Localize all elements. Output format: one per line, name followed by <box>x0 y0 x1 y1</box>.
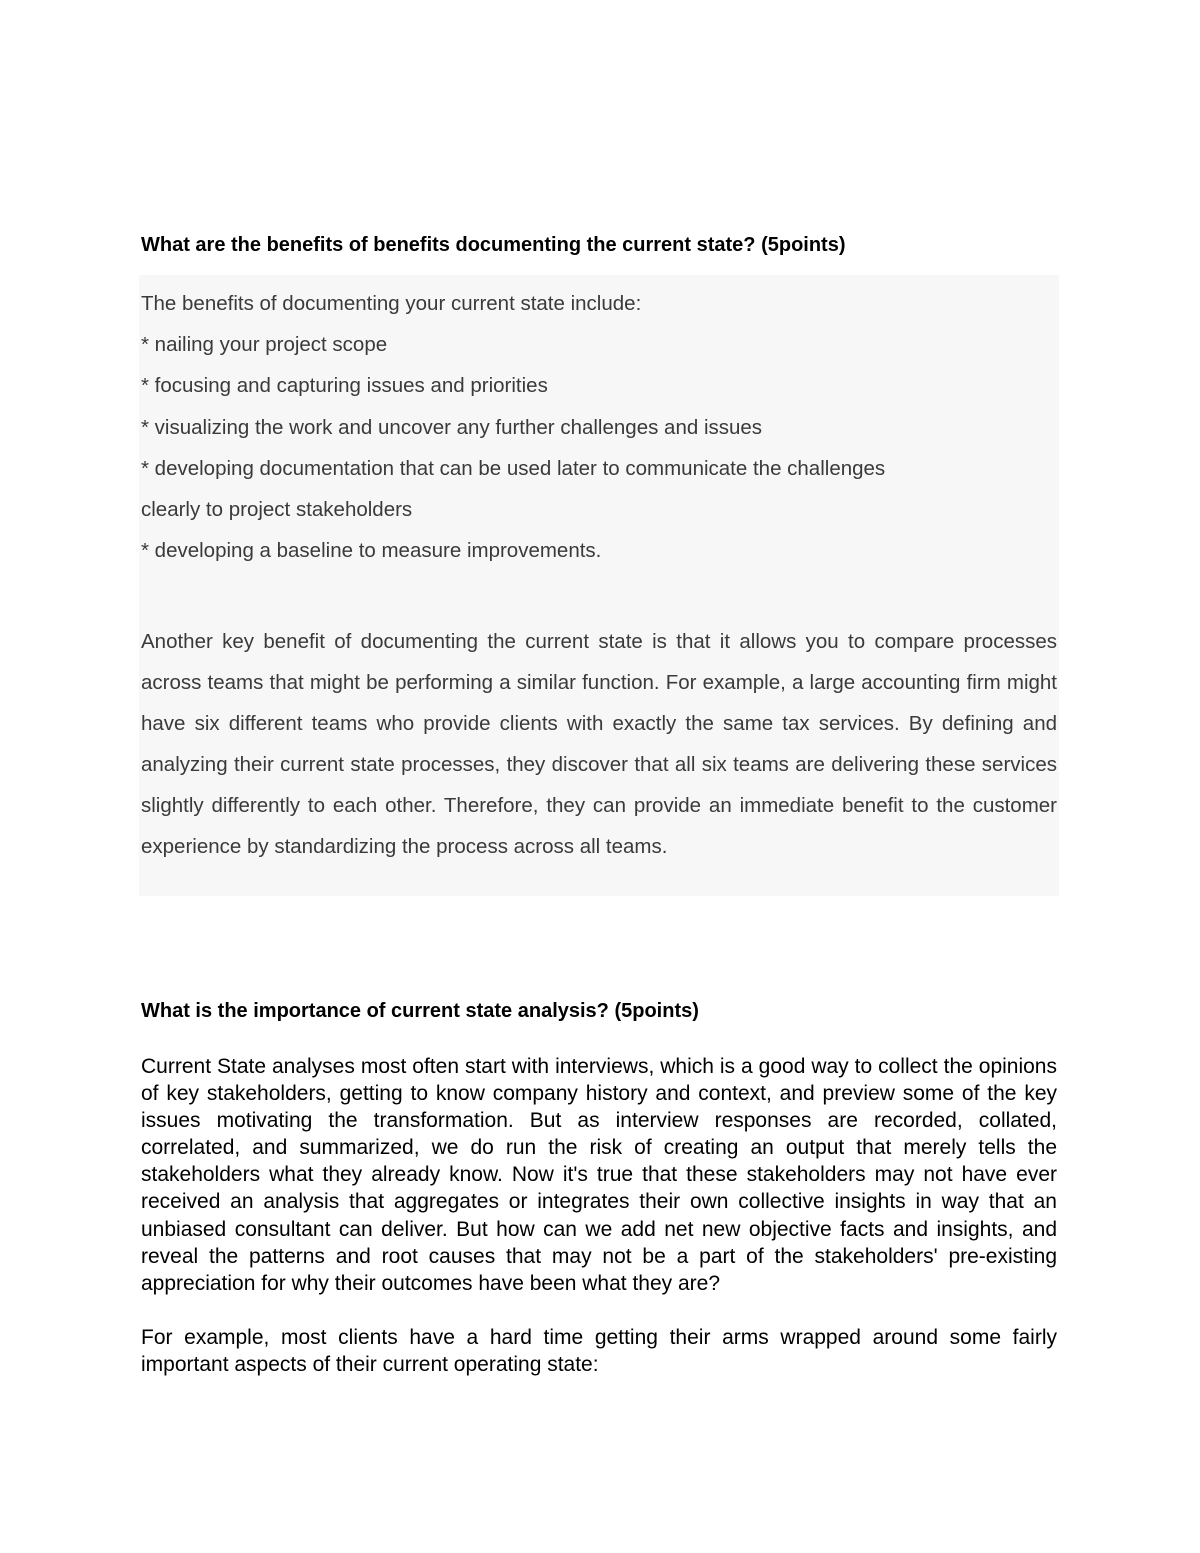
bullet-item: * focusing and capturing issues and priorities <box>141 374 548 398</box>
question-1-heading: What are the benefits of benefits documenting the current state? (5points) <box>141 234 846 256</box>
bullet-item: * developing documentation that can be used later to communicate the challenges <box>141 456 886 480</box>
bullet-item: * nailing your project scope <box>141 333 388 357</box>
answer-1-paragraph: Another key benefit of documenting the current state is that it allows you to compare processes across teams that might be performing a similar function. For example, a large accounting firm might have six different teams who provide clients with exactly the same tax services. By defining and analyzing their current state processes, they discover that all six teams are delivering these services slightly differently to each other. Therefore, they can provide an immediate benefit to the customer experience by standardizing the process across all teams. <box>141 630 1057 859</box>
answer-2-paragraph-2: For example, most clients have a hard time getting their arms wrapped around some fairly important aspects of their current operating state: <box>141 1325 1057 1376</box>
bullet-item: * developing a baseline to measure improvements. <box>141 539 602 563</box>
bullet-item-continuation: clearly to project stakeholders <box>141 497 413 521</box>
answer-2-block <box>141 1053 1057 1378</box>
answer-2-paragraph-1: Current State analyses most often start with interviews, which is a good way to collect the opinions of key stakeholders, getting to know company history and context, and preview some of the key issues motivating the transformation. But as interview responses are recorded, collated, correlated, and summarized, we do run the risk of creating an output that merely tells the stakeholders what they already know. Now it's true that these stakeholders may not have ever received an analysis that aggregates or integrates their own collective insights in way that an unbiased consultant can deliver. But how can we add net new objective facts and insights, and reveal the patterns and root causes that may not be a part of the stakeholders' pre-existing appreciation for why their outcomes have been what they are? <box>141 1055 1057 1295</box>
question-2-heading: What is the importance of current state analysis? (5points) <box>141 1000 699 1022</box>
answer-1-block <box>139 275 1059 896</box>
answer-1-content <box>141 289 1057 867</box>
answer-1-intro: The benefits of documenting your current state include: <box>141 292 642 315</box>
spacer <box>141 577 1057 621</box>
bullet-item: * visualizing the work and uncover any further challenges and issues <box>141 415 763 439</box>
